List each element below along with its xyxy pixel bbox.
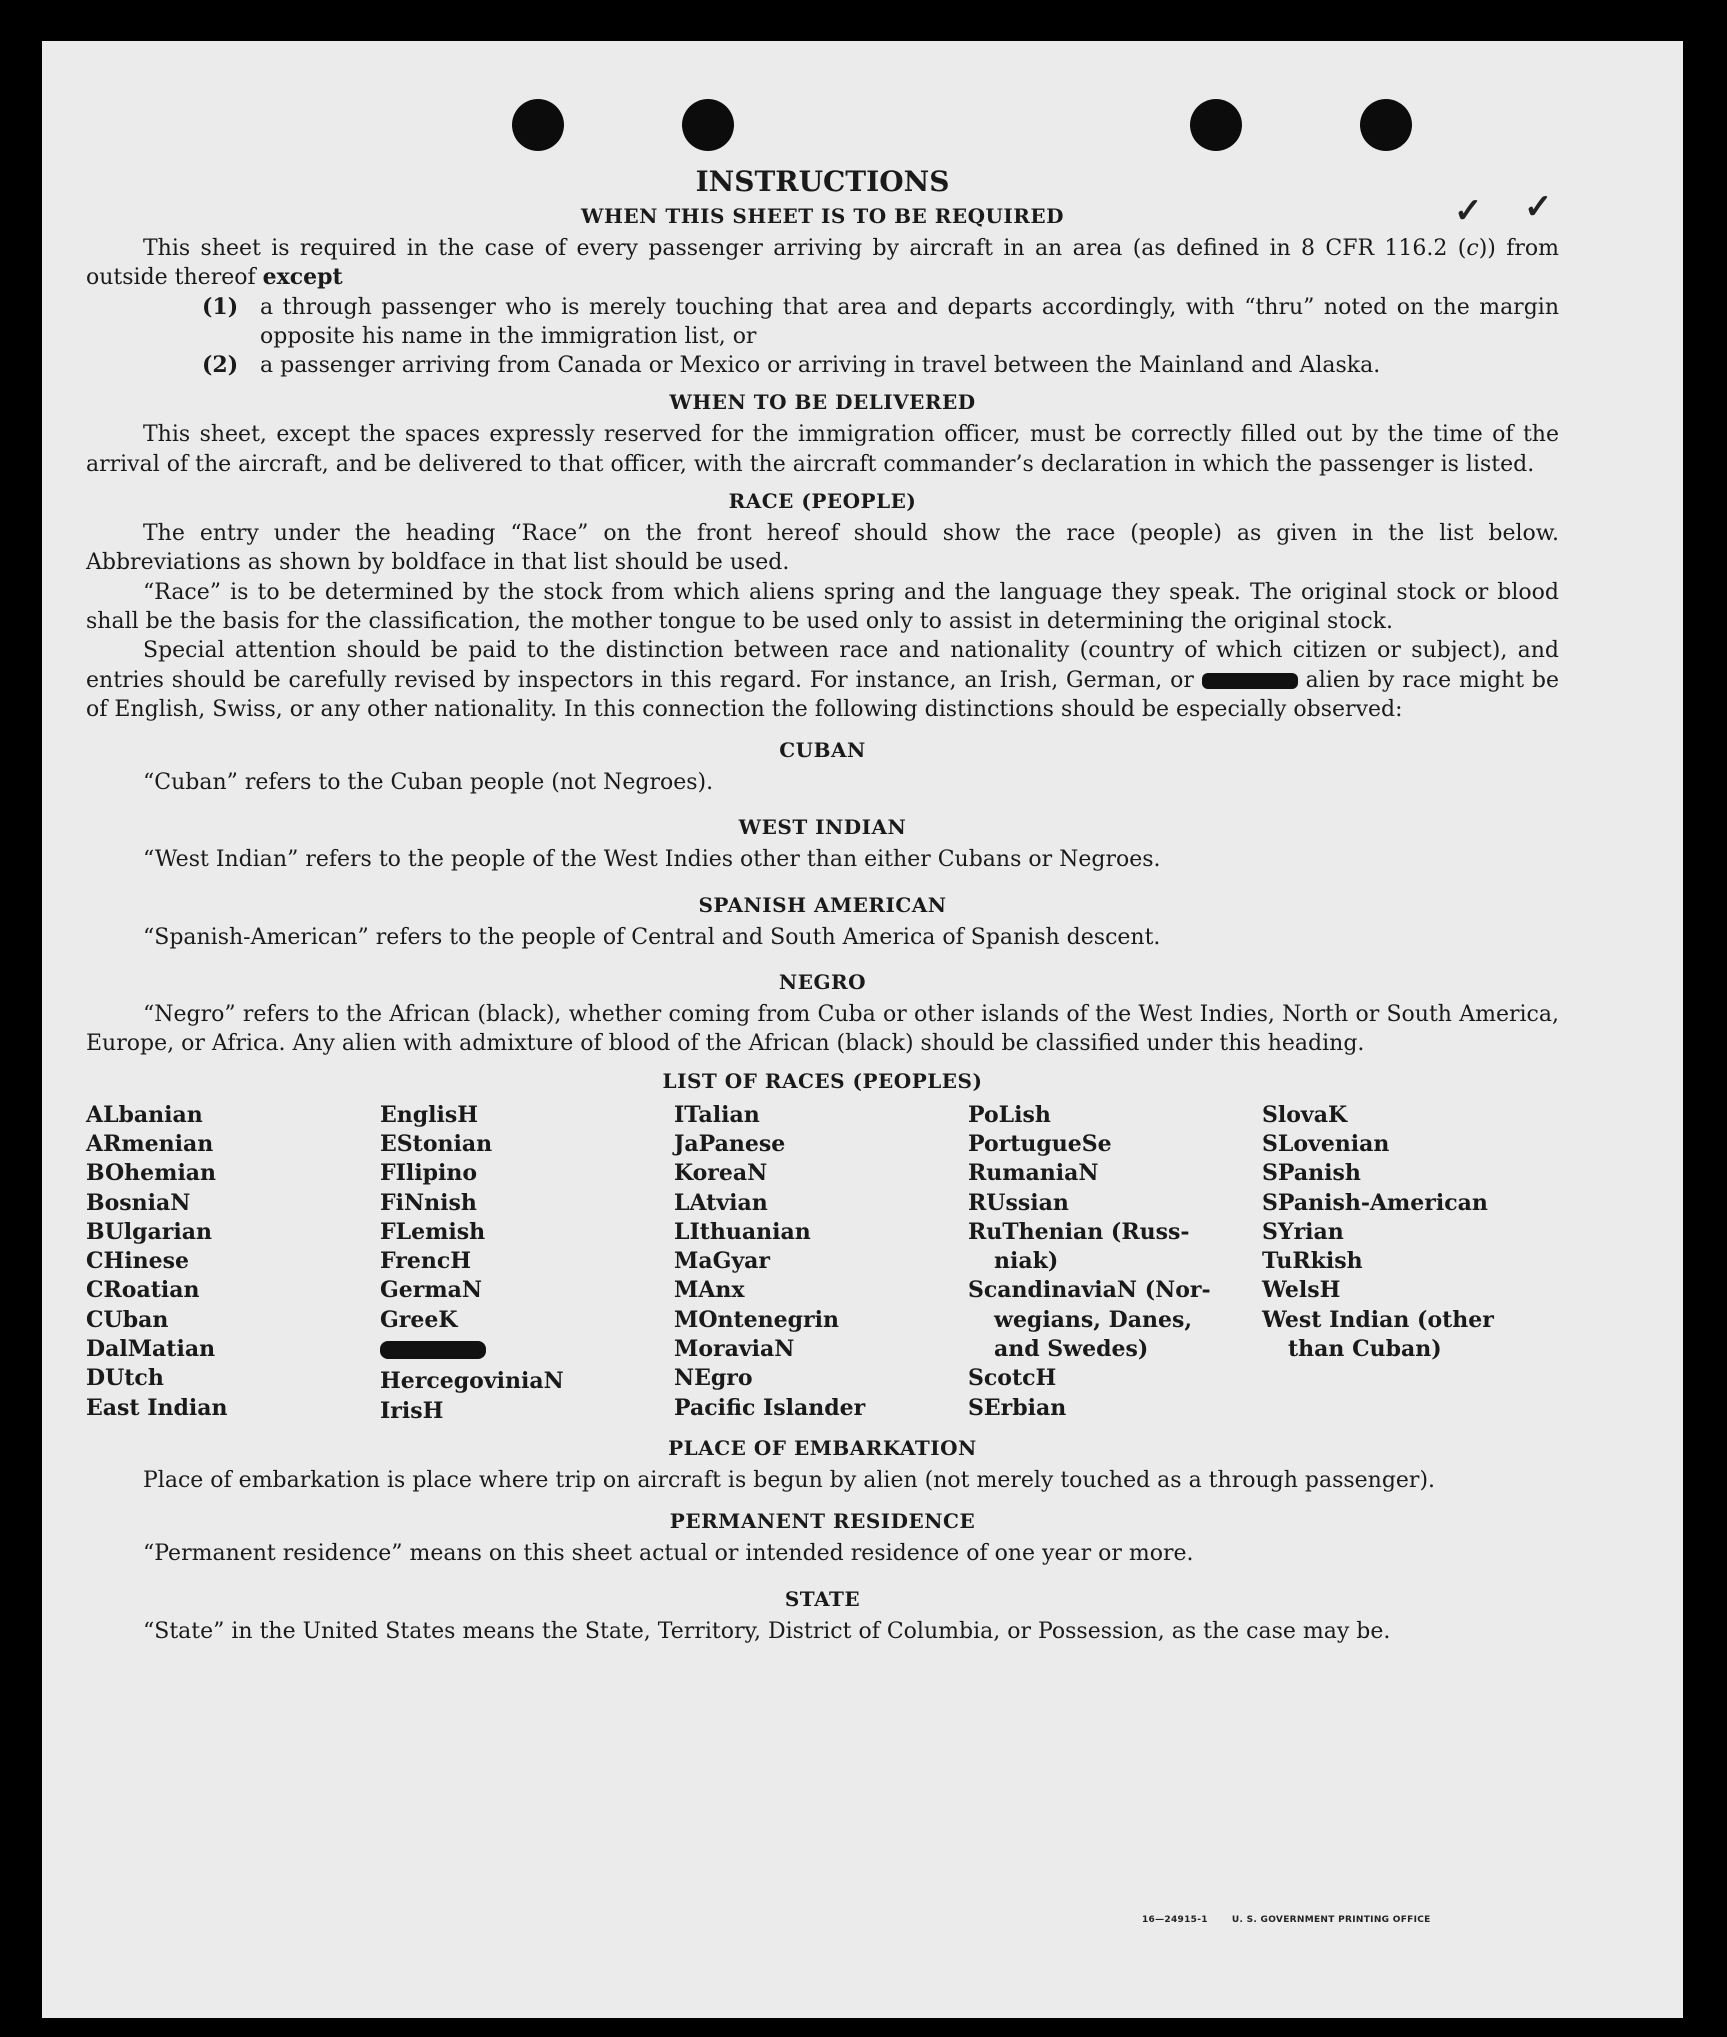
race-entry: East Indian <box>86 1394 228 1421</box>
races-column <box>86 1101 380 1426</box>
negro-text: “Negro” refers to the African (black), whether coming from Cuba or other islands of the West Indies, North or South America, Europe, or Africa. Any alien with admixture of blood of the African (black) should be classified under this heading. <box>86 1002 1559 1057</box>
heading-list-of-races: LIST OF RACES (PEOPLES) <box>662 1068 983 1093</box>
intro-text: This sheet is required in the case of every passenger arriving by aircraft in an area (as defined in 8 CFR 116.2 ( <box>143 236 1467 261</box>
race-entry: BUlgarian <box>86 1218 212 1245</box>
race-entry: FiNnish <box>380 1189 477 1216</box>
race-entry: MAnx <box>674 1277 745 1304</box>
races-column <box>380 1101 674 1426</box>
race-entry: ARmenian <box>86 1130 214 1157</box>
race-entry: ScotcH <box>968 1365 1057 1392</box>
race-entry: SlovaK <box>1262 1101 1348 1128</box>
race-entry: ALbanian <box>86 1101 203 1128</box>
race-paragraph-3 <box>86 636 1559 724</box>
race-entry: SLovenian <box>1262 1130 1390 1157</box>
heading-negro: NEGRO <box>778 970 867 995</box>
race-entry: SYrian <box>1262 1218 1344 1245</box>
race-entry: PoLish <box>968 1101 1051 1128</box>
check-mark-icon: ✓ <box>1454 191 1483 231</box>
race-entry: LIthuanian <box>674 1218 811 1245</box>
page-title: INSTRUCTIONS <box>695 165 950 198</box>
list-item <box>86 351 1559 380</box>
race-entry: FLemish <box>380 1218 486 1245</box>
document-sheet <box>42 41 1683 2018</box>
required-intro <box>86 234 1559 293</box>
race-entry: niak) <box>994 1248 1059 1275</box>
race-paragraph-3-part: Special attention should be paid to the distinction between race and nationality (country of which citizen or subject), and entries should be carefully revised by inspectors in this regard. For instance, an Irish, German, or <box>86 638 1559 693</box>
heading-spanish-american: SPANISH AMERICAN <box>698 892 947 917</box>
residence-text: “Permanent residence” means on this sheet actual or intended residence of one year or more. <box>143 1541 1194 1567</box>
instructions-content <box>86 165 1559 1646</box>
race-entry: SErbian <box>968 1394 1067 1421</box>
race-entry: FIlipino <box>380 1160 478 1187</box>
race-paragraph-3-part: alien by race might be of English, Swiss, or any other nationality. In this connection the following distinctions should be especially observed: <box>86 667 1559 722</box>
race-entry: WelsH <box>1262 1277 1341 1304</box>
race-entry: SPanish-American <box>1262 1189 1488 1216</box>
heading-embarkation: PLACE OF EMBARKATION <box>668 1435 977 1460</box>
item-text: a passenger arriving from Canada or Mexico or arriving in travel between the Mainland and Alaska. <box>260 353 1381 379</box>
race-entry: MOntenegrin <box>674 1306 839 1333</box>
race-entry: West Indian (other <box>1262 1306 1494 1333</box>
races-column <box>674 1101 968 1426</box>
race-entry: CHinese <box>86 1248 190 1275</box>
race-entry: GermaN <box>380 1277 483 1304</box>
intro-text: )) from outside thereof <box>86 236 1559 291</box>
delivered-text: This sheet, except the spaces expressly reserved for the immigration officer, must be correctly filled out by the time of the arrival of the aircraft, and be delivered to that officer, with the aircraft commander’s declaration in which the passenger is listed. <box>86 422 1559 477</box>
race-entry: PortugueSe <box>968 1130 1112 1157</box>
race-entry: BOhemian <box>86 1160 217 1187</box>
heading-when-required: WHEN THIS SHEET IS TO BE REQUIRED <box>581 204 1064 228</box>
intro-italic: c <box>1466 236 1479 261</box>
race-entry: Pacific Islander <box>674 1394 866 1421</box>
race-entry: KoreaN <box>674 1160 768 1187</box>
races-column <box>968 1101 1262 1426</box>
race-entry: than Cuban) <box>1288 1336 1442 1363</box>
list-item <box>86 293 1559 352</box>
heading-cuban: CUBAN <box>779 738 866 763</box>
item-number: (1) <box>202 293 239 320</box>
race-entry: MoraviaN <box>674 1336 795 1363</box>
embarkation-text: Place of embarkation is place where trip on aircraft is begun by alien (not merely touched as a through passenger). <box>143 1467 1436 1493</box>
race-entry: CUban <box>86 1306 169 1333</box>
printer-footer <box>1142 1915 1431 1925</box>
race-paragraph-2: “Race” is to be determined by the stock from which aliens spring and the language they speak. The original stock or blood shall be the basis for the classification, the mother tongue to be used only to assist in determining the original stock. <box>86 579 1559 634</box>
race-entry: SPanish <box>1262 1160 1361 1187</box>
race-paragraph-1: The entry under the heading “Race” on the front hereof should show the race (people) as given in the list below. Abbreviations as shown by boldface in that list should be used. <box>86 521 1559 576</box>
race-entry: ITalian <box>674 1101 760 1128</box>
punch-hole <box>1190 99 1242 151</box>
race-entry: FrencH <box>380 1248 471 1275</box>
redaction-mark <box>1202 673 1298 689</box>
race-entry: BosniaN <box>86 1189 191 1216</box>
race-entry: DUtch <box>86 1365 164 1392</box>
form-number: 16—24915-1 <box>1142 1915 1208 1925</box>
race-entry: RumaniaN <box>968 1160 1099 1187</box>
heading-west-indian: WEST INDIAN <box>738 815 907 840</box>
race-entry: and Swedes) <box>994 1336 1149 1363</box>
heading-permanent-residence: PERMANENT RESIDENCE <box>669 1509 976 1534</box>
races-list <box>86 1101 1559 1426</box>
item-text: a through passenger who is merely touching that area and departs accordingly, with “thru” noted on the margin opposite his name in the immigration list, or <box>260 294 1559 349</box>
item-number: (2) <box>202 352 239 379</box>
heading-race: RACE (PEOPLE) <box>728 489 917 514</box>
printer-imprint: U. S. GOVERNMENT PRINTING OFFICE <box>1231 1915 1431 1925</box>
check-mark-icon: ✓ <box>1524 187 1553 227</box>
race-entry: JaPanese <box>674 1130 786 1157</box>
intro-except: except <box>262 264 343 291</box>
race-entry: TuRkish <box>1262 1248 1363 1275</box>
punch-hole <box>682 99 734 151</box>
race-entry: NEgro <box>674 1365 753 1392</box>
punch-hole <box>512 99 564 151</box>
heading-when-delivered: WHEN TO BE DELIVERED <box>669 390 976 415</box>
state-text: “State” in the United States means the State, Territory, District of Columbia, or Possession, as the case may be. <box>143 1618 1391 1644</box>
heading-state: STATE <box>784 1586 861 1611</box>
west-indian-text: “West Indian” refers to the people of the West Indies other than either Cubans or Negroes. <box>143 847 1161 873</box>
race-entry: wegians, Danes, <box>994 1306 1192 1333</box>
race-entry: ScandinaviaN (Nor- <box>968 1277 1211 1304</box>
race-entry: DalMatian <box>86 1336 216 1363</box>
race-entry: LAtvian <box>674 1189 768 1216</box>
race-entry: RuThenian (Russ- <box>968 1218 1190 1245</box>
race-entry: MaGyar <box>674 1248 771 1275</box>
race-entry: EnglisH <box>380 1101 479 1128</box>
cuban-text: “Cuban” refers to the Cuban people (not Negroes). <box>143 770 714 796</box>
races-column <box>1262 1101 1556 1426</box>
race-entry: IrisH <box>380 1397 444 1424</box>
race-entry: GreeK <box>380 1306 458 1333</box>
race-entry: RUssian <box>968 1189 1069 1216</box>
race-entry: EStonian <box>380 1130 493 1157</box>
spanish-american-text: “Spanish-American” refers to the people of Central and South America of Spanish descent. <box>143 924 1161 950</box>
race-entry: CRoatian <box>86 1277 200 1304</box>
race-entry: HercegoviniaN <box>380 1368 564 1395</box>
redaction-mark <box>380 1341 486 1359</box>
punch-hole <box>1360 99 1412 151</box>
